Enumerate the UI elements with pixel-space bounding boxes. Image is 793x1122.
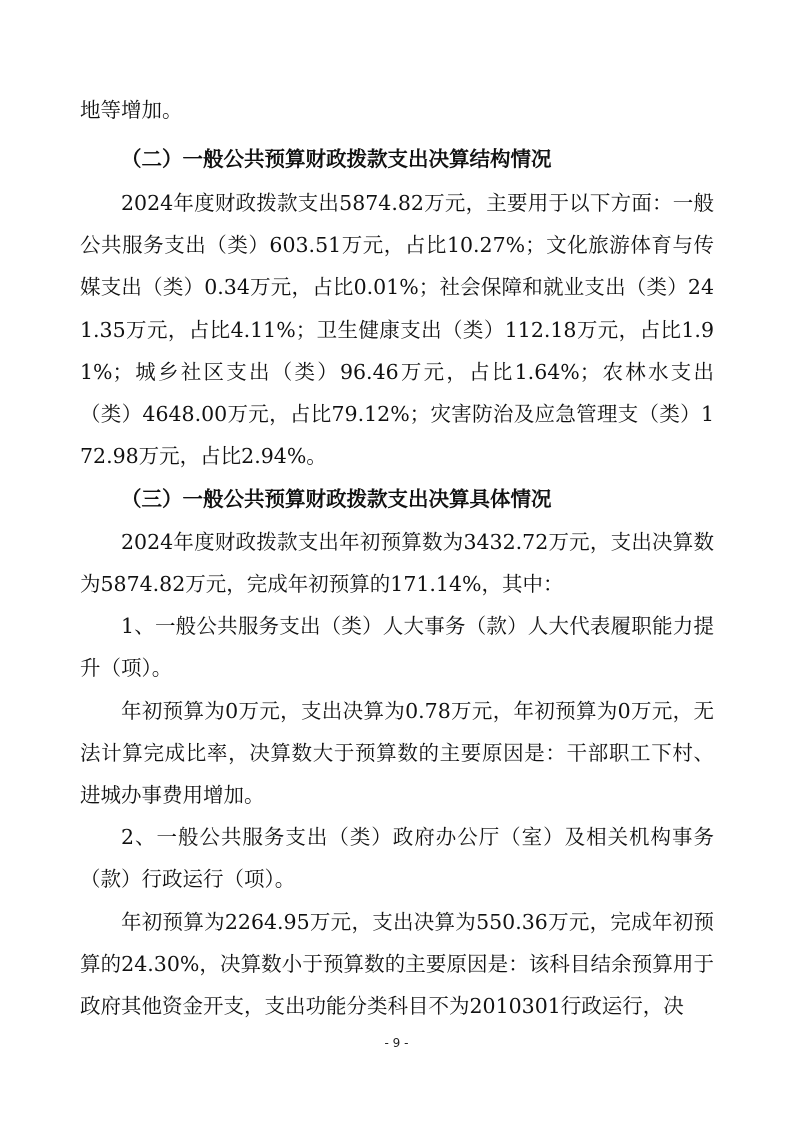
item-2-title: 2、一般公共服务支出（类）政府办公厅（室）及相关机构事务（款）行政运行（项）。	[80, 825, 714, 892]
paragraph-continuation: 地等增加。	[80, 98, 183, 122]
section-heading-3: （三）一般公共预算财政拨款支出决算具体情况	[121, 487, 552, 511]
item-2-body: 年初预算为2264.95万元，支出决算为550.36万元，完成年初预算的24.30%，决算数小于预算数的主要原因是：该科目结余预算用于政府其他资金开支，支出功能分类科目不为2010301行政运行，决	[80, 910, 714, 1019]
section-heading-2: （二）一般公共预算财政拨款支出决算结构情况	[121, 147, 552, 171]
page-number: - 9 -	[384, 1036, 409, 1050]
item-1-body: 年初预算为0万元，支出决算为0.78万元，年初预算为0万元，无法计算完成比率，决算数大于预算数的主要原因是：干部职工下村、进城办事费用增加。	[80, 699, 714, 808]
paragraph-expenditure-structure: 2024年度财政拨款支出5874.82万元，主要用于以下方面：一般公共服务支出（类）603.51万元，占比10.27%；文化旅游体育与传媒支出（类）0.34万元，占比0.01%；社会保障和就业支出（类）241.35万元，占比4.11%；卫生健康支出（类）112.18万元，占比1.91%；城乡社区支出（类）96.46万元，占比1.64%；农林水支出（类）4648.00万元，占比79.12%；灾害防治及应急管理支（类）172.98万元，占比2.94%。	[80, 191, 714, 469]
item-1-title: 1、一般公共服务支出（类）人大事务（款）人大代表履职能力提升（项）。	[80, 614, 714, 681]
paragraph-overall-budget: 2024年度财政拨款支出年初预算数为3432.72万元，支出决算数为5874.82万元，完成年初预算的171.14%，其中：	[80, 530, 714, 597]
